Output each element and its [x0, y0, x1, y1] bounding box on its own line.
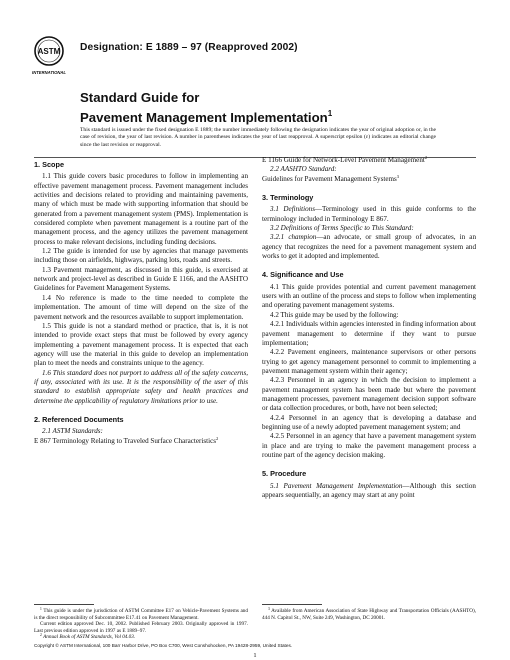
reference-e1166: E 1166 Guide for Network-Level Pavement Management$^2$	[262, 155, 428, 164]
footnote-2: $^2$ Annual Book of ASTM Standards, Vol 04.03.	[40, 633, 136, 640]
title-line-1: Standard Guide for	[80, 90, 200, 105]
title-footnote-mark: 1	[327, 108, 333, 118]
paragraph-4-2: 4.2 This guide may be used by the following:	[270, 310, 399, 319]
paragraph-1-6: 1.6 This standard does not purport to address all of the safety concerns, if any, associated with its use. It is the responsibility of the user of this standard to establish appropriate safety and health practices and determine the applicability of regulatory limitations prior to use.	[34, 368, 248, 405]
section-referenced-documents-heading: 2. Referenced Documents	[34, 414, 124, 424]
paragraph-1-3: 1.3 Pavement management, as discussed in this guide, is exercised at network and project-level as described in Guide E 1166, and the AASHTO Guidelines for Pavement Management Systems.	[34, 265, 248, 293]
paragraph-4-2-3: 4.2.3 Personnel in an agency in which the decision to implement a pavement management system has been made but where the pavement management processes, pavement management decision support software or data collection procedures, or both, have not been selected;	[262, 376, 476, 413]
right-column	[262, 156, 476, 500]
footnotes-left	[34, 608, 248, 641]
left-column	[34, 160, 248, 446]
paragraph-5-1: 5.1 Pavement Management Implementation—Although this section appears sequentially, an agency may start at any point	[262, 481, 476, 499]
paragraph-1-2: 1.2 The guide is intended for use by agencies that manage pavements including those on airfields, highways, parking lots, roads and streets.	[34, 247, 248, 265]
paragraph-2-1: 2.1 ASTM Standards:	[42, 427, 103, 436]
astm-logo	[32, 36, 66, 82]
svg-text:ASTM: ASTM	[37, 47, 61, 56]
paragraph-4-2-2: 4.2.2 Pavement engineers, maintenance supervisors or other persons trying to get agency management personnel to commit to implementing a pavement management system within their agency;	[262, 348, 476, 375]
paragraph-4-2-5: 4.2.5 Personnel in an agency that have a pavement management system in place and are trying to make the pavement management process a routine part of the agency decision making.	[262, 432, 476, 459]
paragraph-3-2-1: 3.2.1 champion—an advocate, or small group of advocates, in an agency that recognizes the need for a pavement management system and works to get it adopted and implemented.	[262, 233, 476, 261]
footnote-rule-left	[34, 604, 94, 605]
footnote-1-approval: Current edition approved Dec. 10, 2002. Published February 2003. Originally approved in 1997. Last previous edition approved in 1997 as E 1889–97.	[34, 621, 248, 634]
paragraph-4-2-1: 4.2.1 Individuals within agencies interested in finding information about pavement management to determine if they want to pursue implementation;	[262, 320, 476, 347]
paragraph-2-2: 2.2 AASHTO Standard:	[270, 165, 337, 174]
paragraph-4-2-4: 4.2.4 Personnel in an agency that is developing a database and beginning use of a newly adopted pavement management system; and	[262, 413, 476, 431]
footnote-3: $^3$ Available from American Association of State Highway and Transportation Officials (AASHTO), 444 N. Capitol St., NW, Suite 249, Washington, DC 20001.	[262, 607, 476, 621]
paragraph-1-5: 1.5 This guide is not a standard method or practice, that is, it is not intended to provide exact steps that must be followed by every agency implementing a pavement management process. It is expected that each agency will use the material in this guide to develop an implementation plan to meet the needs and constraints unique to the agency.	[34, 321, 248, 368]
paragraph-4-1: 4.1 This guide provides potential and current pavement management users with an outline of the process and steps to follow when implementing and operating pavement management systems.	[262, 282, 476, 310]
document-title	[80, 90, 460, 125]
footnote-rule-right	[262, 604, 322, 605]
reference-e867: E 867 Terminology Relating to Traveled Surface Characteristics$^2$	[34, 435, 219, 445]
footnote-1: $^1$ This guide is under the jurisdiction of ASTM Committee E17 on Vehicle-Pavement Systems and is the direct responsibility of Subcommittee E17.41 on Pavement Management.	[34, 607, 248, 621]
svg-text:INTERNATIONAL: INTERNATIONAL	[32, 70, 66, 75]
paragraph-1-1: 1.1 This guide covers basic procedures to follow in implementing an effective pavement management process. Pavement management includes activities and decisions related to providing and maintaining pavements, many of which must be made with supporting information that should be generated from a pavement management system (PMS). Implementation is considered complete when pavement management is a routine part of the management process, and the agency utilizes the pavement management process to make relevant decisions, including funding decisions.	[34, 172, 248, 246]
section-significance-heading: 4. Significance and Use	[262, 270, 344, 280]
section-terminology-heading: 3. Terminology	[262, 193, 314, 203]
paragraph-3-1: 3.1 Definitions—Terminology used in this guide conforms to the terminology included in Terminology E 867.	[262, 205, 476, 223]
section-scope-heading: 1. Scope	[34, 160, 65, 169]
page-number: 1	[253, 652, 257, 659]
reference-aashto: Guidelines for Pavement Management Systems$^3$	[262, 173, 400, 183]
paragraph-1-4: 1.4 No reference is made to the time needed to complete the implementation. The amount of time will depend on the size of the pavement network and the resources available to support implementation.	[34, 293, 248, 321]
title-line-2: Pavement Management Implementation	[80, 109, 328, 125]
designation: Designation: E 1889 – 97 (Reapproved 2002)	[80, 42, 298, 53]
copyright-notice: Copyright © ASTM International, 100 Barr Harbor Drive, PO Box C700, West Conshohocken, PA 19428-2959, United States.	[34, 643, 293, 648]
footnotes-right	[262, 608, 476, 621]
standard-note: This standard is issued under the fixed designation E 1889; the number immediately following the designation indicates the year of original adoption or, in the case of revision, the year of last revision. A number in parentheses indicates the year of last reapproval. A superscript epsilon (ε) indicates an editorial change since the last revision or reapproval.	[80, 127, 436, 148]
paragraph-3-2: 3.2 Definitions of Terms Specific to This Standard:	[270, 224, 414, 233]
section-procedure-heading: 5. Procedure	[262, 469, 307, 479]
